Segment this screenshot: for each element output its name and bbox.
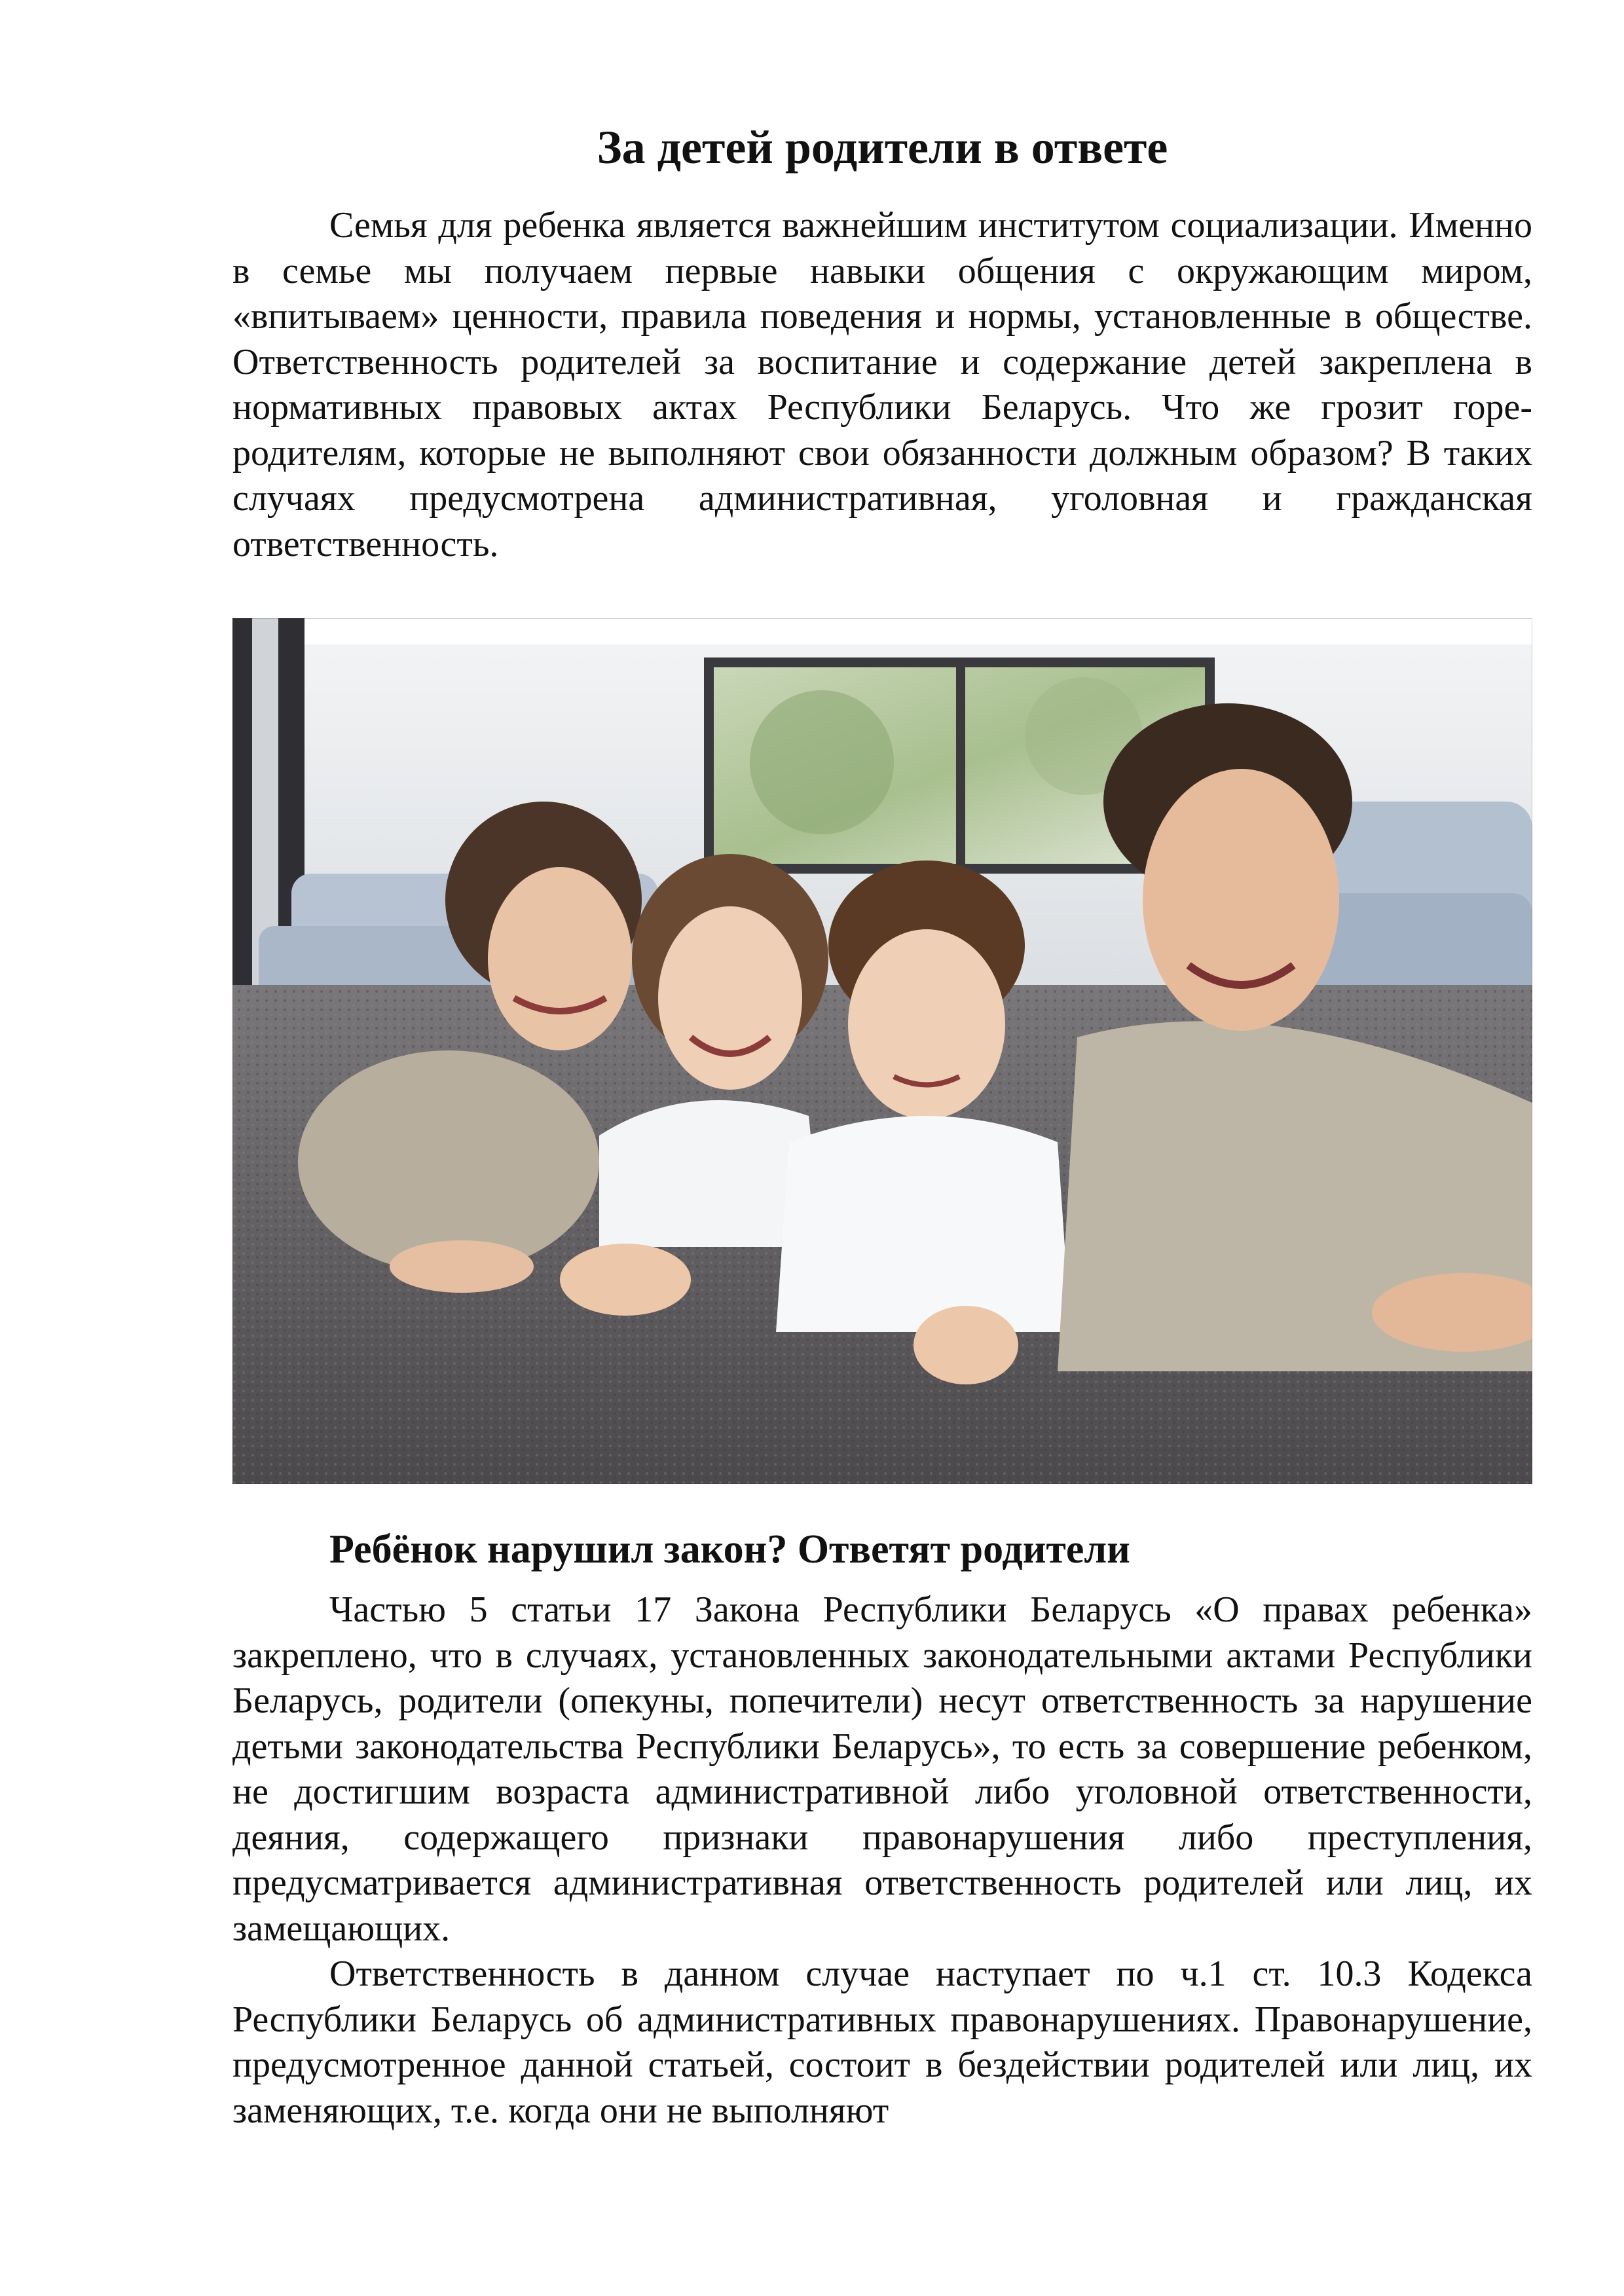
intro-paragraph: Семья для ребенка является важнейшим институтом социализации. Именно в семье мы получаем первые навыки общения с окружающим миром, «впитываем» ценности, правила поведения и нормы, установленные в обществе. Ответственность родителей за воспитание и содержание детей закреплена в нормативных правовых актах Республики Беларусь. Что же грозит горе-родителям, которые не выполняют свои обязанности должным образом? В таких случаях предусмотрена административная, уголовная и гражданская ответственность.	[232, 205, 1532, 565]
section-heading: Ребёнок нарушил закон? Ответят родители	[329, 1527, 1130, 1572]
family-photo	[232, 618, 1532, 1484]
section-paragraph-2: Ответственность в данном случае наступает по ч.1 ст. 10.3 Кодекса Республики Беларусь об административных правонарушениях. Правонарушение, предусмотренное данной статьей, состоит в бездействии родителей или лиц, их заменяющих, т.е. когда они не выполняют	[232, 1953, 1532, 2131]
document-title: За детей родители в ответе	[597, 121, 1168, 174]
family-photo-illustration	[232, 618, 1532, 1484]
section-paragraph-1: Частью 5 статьи 17 Закона Республики Беларусь «О правах ребенка» закреплено, что в случаях, установленных законодательными актами Республики Беларусь, родители (опекуны, попечители) несут ответственность за нарушение детьми законодательства Республики Беларусь», то есть за совершение ребенком, не достигшим возраста административной либо уголовной ответственности, деяния, содержащего признаки правонарушения либо преступления, предусматривается административная ответственность родителей или лиц, их замещающих.	[232, 1589, 1532, 1949]
document-page	[232, 118, 1532, 2134]
